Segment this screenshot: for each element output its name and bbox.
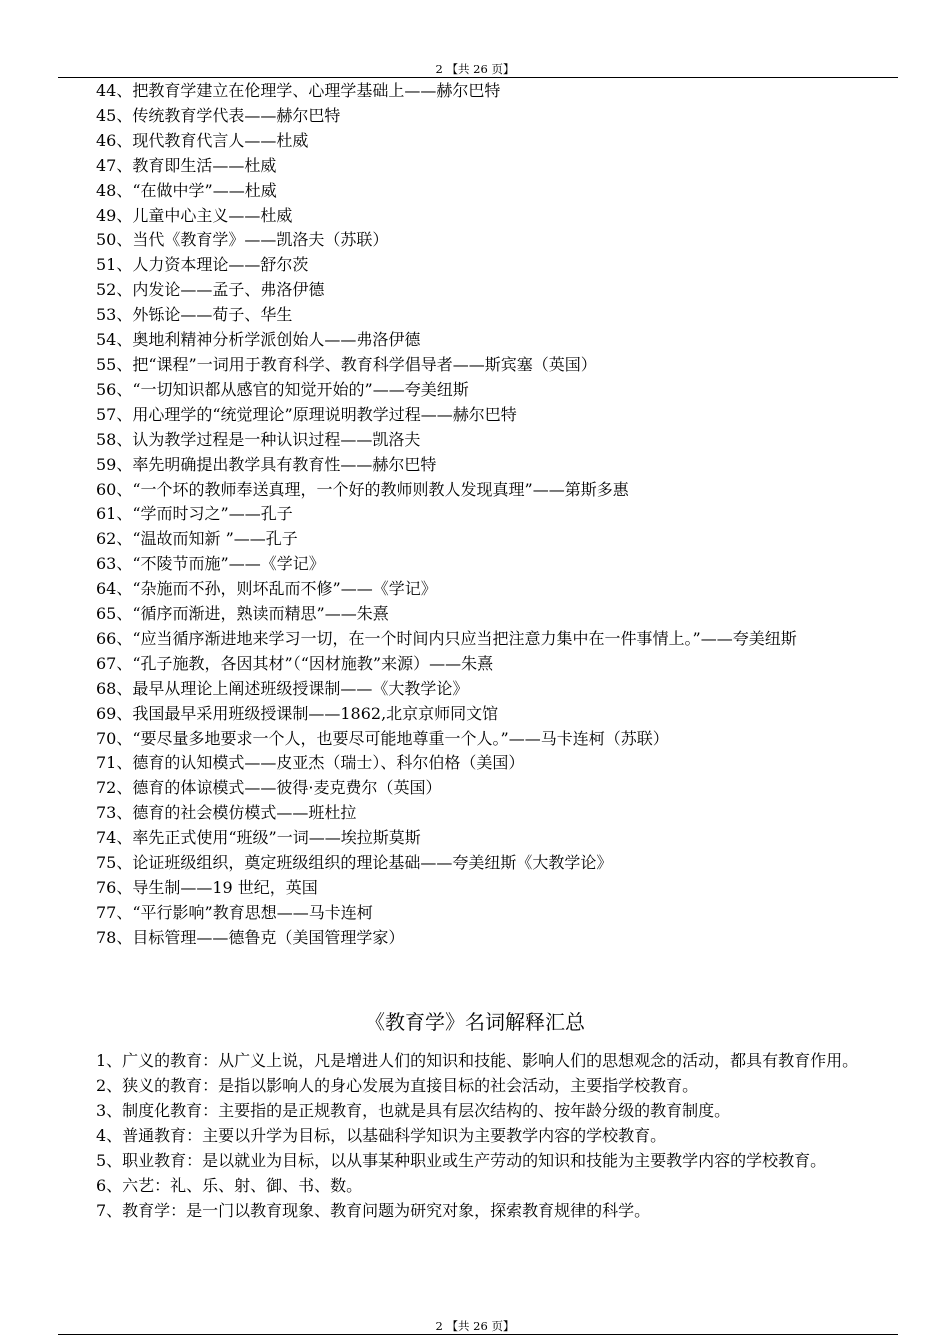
list-item: 54、奥地利精神分析学派创始人——弗洛伊德 — [96, 330, 421, 350]
list-item: 55、把“课程”一词用于教育科学、教育科学倡导者——斯宾塞（英国） — [96, 354, 597, 374]
page-header: 2 【共 26 页】 — [435, 62, 515, 76]
list-item: 71、德育的认知模式——皮亚杰（瑞士）、科尔伯格（美国） — [96, 753, 525, 773]
list-item: 47、教育即生活——杜威 — [96, 155, 277, 175]
definitions-list — [60, 1048, 898, 1223]
list-item: 53、外铄论——荀子、华生 — [96, 305, 293, 325]
list-item: 49、儿童中心主义——杜威 — [96, 205, 293, 225]
list-item: 70、“要尽量多地要求一个人，也要尽可能地尊重一个人。”——马卡连柯（苏联） — [96, 728, 669, 748]
list-item: 72、德育的体谅模式——彼得·麦克费尔（英国） — [96, 778, 442, 798]
list-item: 51、人力资本理论——舒尔茨 — [96, 255, 309, 275]
list-item: 69、我国最早采用班级授课制——1862,北京京师同文馆 — [96, 703, 499, 723]
section-title: 《教育学》名词解释汇总 — [365, 1010, 585, 1034]
header-rule — [58, 77, 898, 78]
list-item: 73、德育的社会模仿模式——班杜拉 — [96, 803, 357, 823]
definition-item: 2、狭义的教育：是指以影响人的身心发展为直接目标的社会活动，主要指学校教育。 — [96, 1076, 699, 1095]
list-item: 77、“平行影响”教育思想——马卡连柯 — [96, 902, 373, 922]
list-item: 45、传统教育学代表——赫尔巴特 — [96, 105, 341, 125]
footer-rule — [58, 1334, 898, 1335]
list-item: 67、“孔子施教，各因其材”（“因材施教”来源）——朱熹 — [96, 653, 494, 673]
list-item: 64、“杂施而不孙，则坏乱而不修”——《学记》 — [96, 579, 437, 599]
definition-item: 7、教育学：是一门以教育现象、教育问题为研究对象，探索教育规律的科学。 — [96, 1201, 651, 1220]
list-item: 75、论证班级组织，奠定班级组织的理论基础——夸美纽斯《大教学论》 — [96, 853, 613, 873]
list-item: 68、最早从理论上阐述班级授课制——《大教学论》 — [96, 678, 469, 698]
definition-item: 1、广义的教育：从广义上说，凡是增进人们的知识和技能、影响人们的思想观念的活动，都具有教育作用。 — [96, 1051, 859, 1070]
list-item: 65、“循序而渐进，熟读而精思”——朱熹 — [96, 604, 389, 624]
list-item: 66、“应当循序渐进地来学习一切，在一个时间内只应当把注意力集中在一件事情上。”——夸美纽斯 — [96, 628, 797, 648]
list-item: 46、现代教育代言人——杜威 — [96, 130, 309, 150]
list-item: 62、“温故而知新 ”——孔子 — [96, 529, 298, 549]
list-item: 74、率先正式使用“班级”一词——埃拉斯莫斯 — [96, 828, 421, 848]
list-item: 60、“一个坏的教师奉送真理，一个好的教师则教人发现真理”——第斯多惠 — [96, 479, 629, 499]
list-item: 44、把教育学建立在伦理学、心理学基础上——赫尔巴特 — [96, 81, 501, 100]
definition-item: 5、职业教育：是以就业为目标，以从事某种职业或生产劳动的知识和技能为主要教学内容的学校教育。 — [96, 1151, 827, 1170]
definition-item: 3、制度化教育：主要指的是正规教育，也就是具有层次结构的、按年龄分级的教育制度。 — [96, 1101, 731, 1120]
list-item: 61、“学而时习之”——孔子 — [96, 504, 293, 524]
list-item: 48、“在做中学”——杜威 — [96, 180, 277, 200]
list-item: 50、当代《教育学》——凯洛夫（苏联） — [96, 230, 389, 250]
list-item: 59、率先明确提出教学具有教育性——赫尔巴特 — [96, 454, 437, 474]
list-item: 76、导生制——19 世纪，英国 — [96, 878, 318, 897]
definition-item: 4、普通教育：主要以升学为目标，以基础科学知识为主要教学内容的学校教育。 — [96, 1126, 667, 1145]
list-item: 56、“一切知识都从感官的知觉开始的”——夸美纽斯 — [96, 379, 469, 399]
list-item: 52、内发论——孟子、弗洛伊德 — [96, 280, 325, 300]
page-footer: 2 【共 26 页】 — [435, 1319, 515, 1333]
definition-item: 6、六艺：礼、乐、射、御、书、数。 — [96, 1176, 363, 1195]
list-item: 57、用心理学的“统觉理论”原理说明教学过程——赫尔巴特 — [96, 404, 517, 424]
list-item: 78、目标管理——德鲁克（美国管理学家） — [96, 927, 405, 947]
list-item: 58、认为教学过程是一种认识过程——凯洛夫 — [96, 429, 421, 449]
list-item: 63、“不陵节而施”——《学记》 — [96, 554, 325, 574]
attribution-list — [60, 79, 898, 951]
